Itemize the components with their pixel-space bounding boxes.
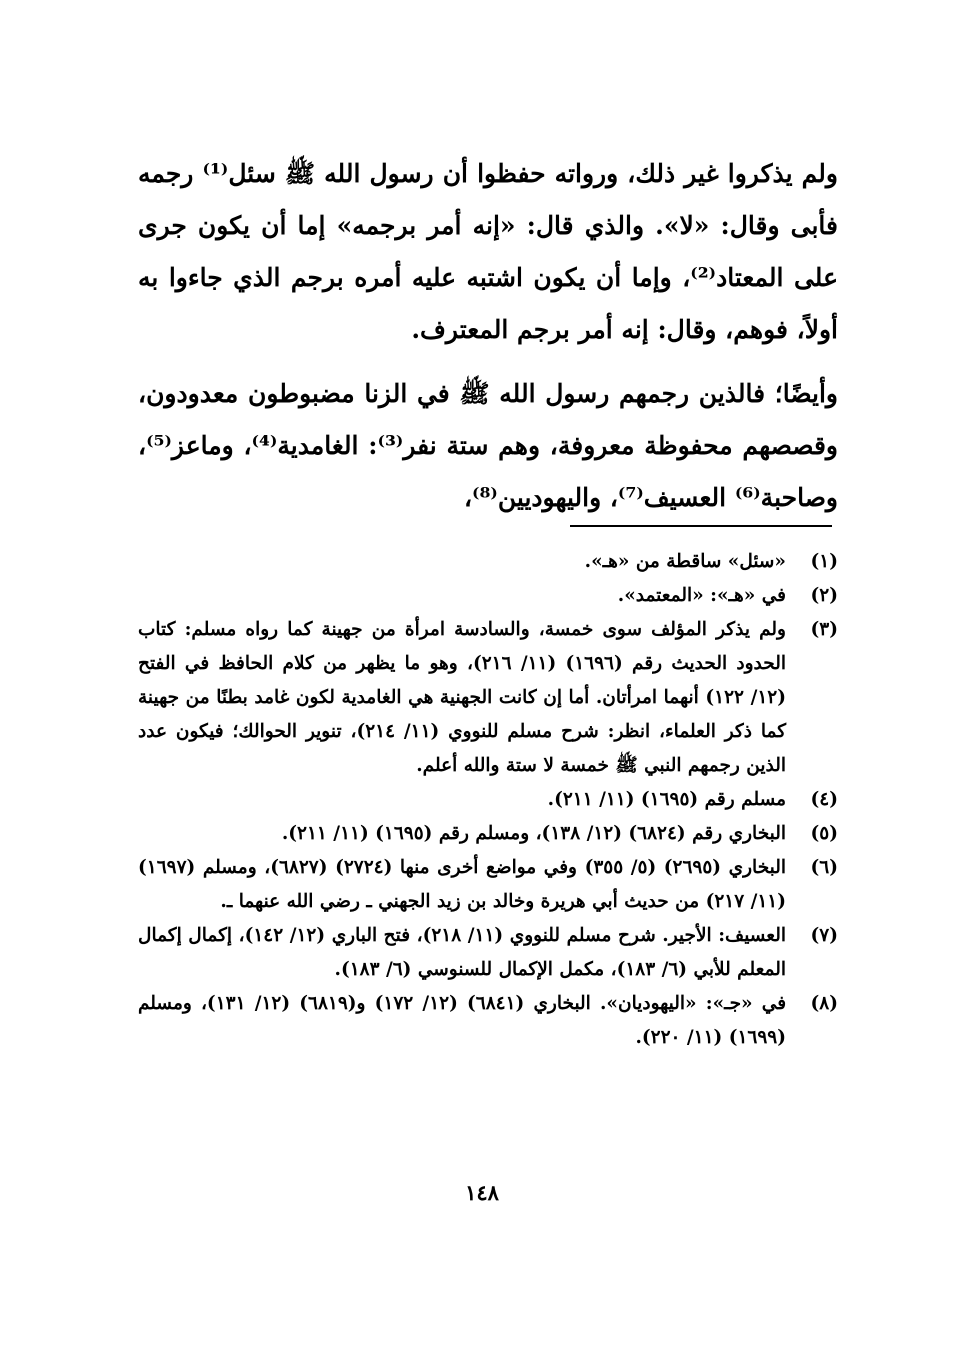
footnote-number: (١)	[810, 551, 838, 572]
footnote-separator	[570, 525, 832, 527]
paragraph-2: وأيضًا؛ فالذين رجمهم رسول الله ﷺ في الزنا مضبوطون معدودون، وقصصهم محفوظة معروفة، وهم ستة نفر⁽³⁾: الغامدية⁽⁴⁾، وماعز⁽⁵⁾، وصاحبة⁽⁶⁾ العسيف⁽⁷⁾، واليهوديين⁽⁸⁾،	[138, 379, 838, 512]
footnote-text: ولم يذكر المؤلف سوى خمسة، والسادسة امرأة من جهينة كما رواه مسلم: كتاب الحدود الحديث رقم (١٦٩٦) (١١/ ٢١٦)، وهو ما يظهر من كلام الحافظ في الفتح (١٢/ ١٢٢) أنهما امرأتان. أما إن كانت الجهنية هي الغامدية لكون غامد بطنًا من جهينة كما ذكر العلماء، انظر: شرح مسلم للنووي (١١/ ٢١٤)، تنوير الحوالك؛ فيكون عدد الذين رجمهم النبي ﷺ خمسة لا ستة والله أعلم.	[138, 619, 786, 776]
footnote	[138, 817, 838, 851]
footnote	[138, 613, 838, 783]
footnote-text: مسلم رقم (١٦٩٥) (١١/ ٢١١).	[547, 789, 786, 810]
footnote	[138, 579, 838, 613]
footnote-number: (٦)	[810, 857, 838, 878]
footnote-number: (٨)	[810, 993, 838, 1014]
footnote	[138, 851, 838, 919]
main-text	[138, 148, 838, 536]
footnote	[138, 919, 838, 987]
footnote-number: (٧)	[810, 925, 838, 946]
footnote	[138, 545, 838, 579]
footnote-number: (٤)	[810, 789, 838, 810]
footnote-number: (٣)	[810, 619, 838, 640]
footnote-text: البخاري رقم (٦٨٢٤) (١٢/ ١٣٨)، ومسلم رقم (١٦٩٥) (١١/ ٢١١).	[281, 823, 786, 844]
page-number: ١٤٨	[465, 1180, 499, 1205]
footnote-text: البخاري (٢٦٩٥) (٥/ ٣٥٥) وفي مواضع أخرى منها (٢٧٢٤) (٦٨٢٧)، ومسلم (١٦٩٧) (١١/ ٢١٧) من حديث أبي هريرة وخالد بن زيد الجهني ـ رضي الله عنهما ـ.	[138, 857, 786, 912]
paragraph-1: ولم يذكروا غير ذلك، ورواته حفظوا أن رسول الله ﷺ سئل⁽¹⁾ رجمه فأبى وقال: «لا». والذي قال: «إنه أمر برجمه» إما أن يكون جرى على المعتاد⁽²⁾، وإما أن يكون اشتبه عليه أمره برجم الذي جاءوا به أولاً، فوهم، وقال: إنه أمر برجم المعترف.	[138, 159, 838, 344]
footnote-number: (٥)	[810, 823, 838, 844]
footnote	[138, 783, 838, 817]
footnotes	[138, 545, 838, 1055]
footnote-text: في «جـ»: «اليهوديان». البخاري (٦٨٤١) (١٢/ ١٧٢) و(٦٨١٩) (١٢/ ١٣١)، ومسلم (١٦٩٩) (١١/ ٢٢٠).	[138, 993, 787, 1048]
footnote-number: (٢)	[810, 585, 838, 606]
footnote-text: العسيف: الأجير. شرح مسلم للنووي (١١/ ٢١٨)، فتح الباري (١٢/ ١٤٢)، إكمال إكمال المعلم للأبي (٦/ ١٨٣)، مكمل الإكمال للسنوسي (٦/ ١٨٣).	[138, 925, 786, 980]
footnote-text: في «هـ»: «المعتمد».	[617, 585, 786, 606]
footnote	[138, 987, 838, 1055]
footnote-text: «سئل» ساقطة من «هـ».	[584, 551, 786, 572]
